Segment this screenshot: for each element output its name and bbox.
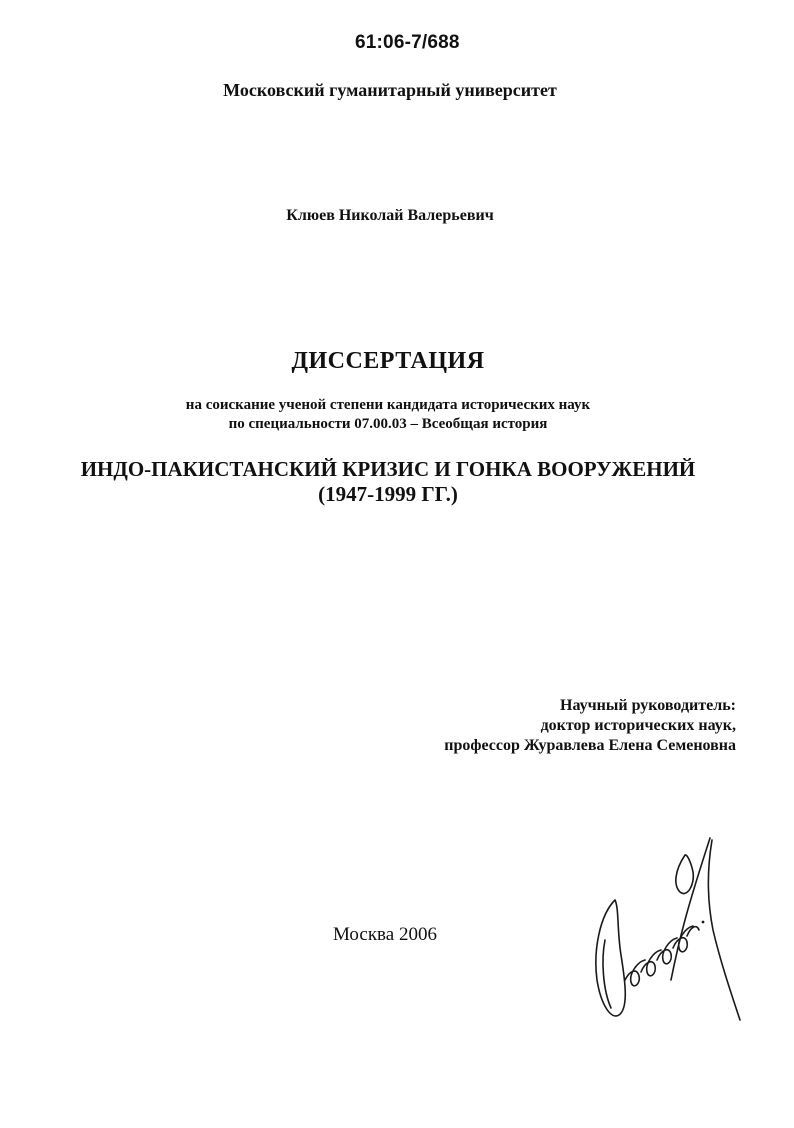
supervisor-name: профессор Журавлева Елена Семеновна bbox=[444, 737, 736, 754]
signature-icon bbox=[575, 830, 755, 1030]
document-type-heading: ДИССЕРТАЦИЯ bbox=[291, 348, 485, 374]
university-name: Московский гуманитарный университет bbox=[223, 80, 557, 100]
thesis-title-line-1: ИНДО-ПАКИСТАНСКИЙ КРИЗИС И ГОНКА ВООРУЖЕНИЙ bbox=[80, 457, 696, 481]
degree-line-1: на соискание ученой степени кандидата исторических наук bbox=[185, 397, 591, 413]
degree-line-2: по специальности 07.00.03 – Всеобщая история bbox=[228, 416, 548, 432]
author-name: Клюев Николай Валерьевич bbox=[286, 207, 494, 224]
city-year: Москва 2006 bbox=[333, 924, 437, 945]
supervisor-degree: доктор исторических наук, bbox=[540, 717, 736, 734]
catalog-code: 61:06-7/688 bbox=[355, 32, 460, 53]
supervisor-label: Научный руководитель: bbox=[560, 697, 736, 714]
thesis-title-line-2: (1947-1999 ГГ.) bbox=[318, 482, 458, 506]
